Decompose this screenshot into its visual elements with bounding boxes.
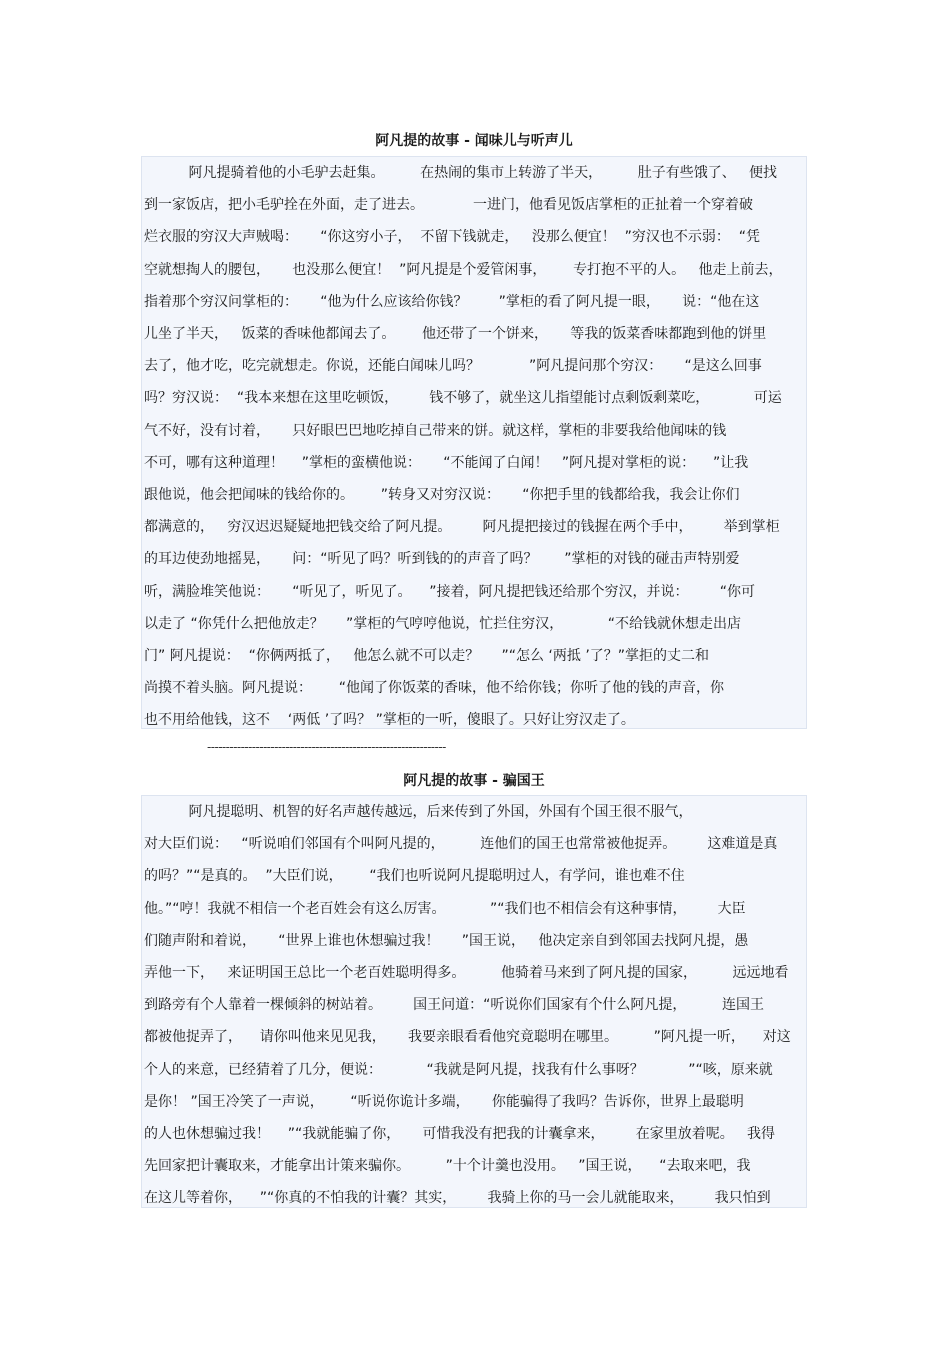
section-divider: ---------------------------------------------------------------- [207,740,446,754]
paragraph-line: 到一家饭店，把小毛驴拴在外面，走了进去。 一进门，他看见饭店掌柜的正扯着一个穿着破 [144,197,753,214]
paragraph-line: 们随声附和着说， “世界上谁也休想骗过我！ ”国王说， 他决定亲自到邻国去找阿凡提，愚 [144,932,749,949]
paragraph-line: 的吗？”“是真的。 ”大臣们说， “我们也听说阿凡提聪明过人，有学问，谁也难不住 [144,868,685,885]
paragraph-line: 尚摸不着头脑。阿凡提说： “他闻了你饭菜的香味，他不给你钱；你听了他的钱的声音，你 [144,680,724,697]
paragraph-line: 烂衣服的穷汉大声贼喝： “你这穷小子， 不留下钱就走， 没那么便宜！ ”穷汉也不示弱： “凭 [144,229,761,246]
paragraph-line: 以走了 “你凭什么把他放走？ ”掌柜的气哼哼他说，忙拦住穷汉， “不给钱就休想走出店 [144,615,741,632]
paragraph-line: 阿凡提聪明、机智的好名声越传越远，后来传到了外国，外国有个国王很不服气， [144,804,693,820]
paragraph-line: 是你！ ”国王冷笑了一声说， “听说你诡计多端， 你能骗得了我吗？告诉你，世界上最聪明 [144,1093,744,1110]
paragraph-line: 弄他一下， 来证明国王总比一个老百姓聪明得多。 他骑着马来到了阿凡提的国家， 远远地看 [144,965,789,981]
story-1-title: 阿凡提的故事 - 闻味儿与听声儿 [375,133,573,149]
paragraph-line: 空就想掏人的腰包， 也没那么便宜！ ”阿凡提是个爱管闲事， 专打抱不平的人。 他走上前去， [144,261,783,278]
paragraph-line: 门” 阿凡提说： “你俩两抵了， 他怎么就不可以走？ ”“怎么 ‘两抵 ’了？”掌拒的丈二和 [144,648,710,664]
paragraph-line: 阿凡提骑着他的小毛驴去赶集。 在热闹的集市上转游了半天， 肚子有些饿了、 便找 [144,165,778,181]
paragraph-line: 吗？穷汉说： “我本来想在这里吃顿饭， 钱不够了，就坐这儿指望能讨点剩饭剩菜吃， 可运 [144,390,782,407]
paragraph-line: 去了，他才吃，吃完就想走。你说，还能白闻味儿吗？ ”阿凡提问那个穷汉： “是这么回事 [144,358,762,375]
paragraph-line: 在这儿等着你， ”“你真的不怕我的计囊？其实， 我骑上你的马一会儿就能取来， 我只怕到 [144,1190,771,1207]
story-2-text-block [141,795,807,1208]
paragraph-line: 个人的来意，已经猜着了几分，便说： “我就是阿凡提，找我有什么事呀？ ”“咳，原来就 [144,1061,773,1078]
paragraph-line: 不可，哪有这种道理！ ”掌柜的蛮横他说： “不能闻了白闻！ ”阿凡提对掌柜的说： ”让我 [144,454,749,471]
paragraph-line: 的人也休想骗过我！ ”“我就能骗了你， 可惜我没有把我的计囊拿来， 在家里放着呢。 我得 [144,1126,776,1142]
paragraph-line: 都被他捉弄了， 请你叫他来见见我， 我要亲眼看看他究竟聪明在哪里。 ”阿凡提一听， 对这 [144,1029,791,1046]
paragraph-line: 气不好，没有讨着， 只好眼巴巴地吃掉自己带来的饼。就这样，掌柜的非要我给他闻味的钱 [144,422,727,439]
paragraph-line: 指着那个穷汉问掌柜的： “他为什么应该给你钱？ ”掌柜的看了阿凡提一眼， 说：“他在这 [144,293,760,310]
paragraph-line: 都满意的， 穷汉迟迟疑疑地把钱交给了阿凡提。 阿凡提把接过的钱握在两个手中， 举到掌柜 [144,519,780,536]
paragraph-line: 听，满脸堆笑他说： “听见了，听见了。 ”接着，阿凡提把钱还给那个穷汉，并说： “你可 [144,583,755,600]
paragraph-line: 儿坐了半天， 饭菜的香味他都闻去了。 他还带了一个饼来， 等我的饭菜香味都跑到他的饼里 [144,326,767,342]
paragraph-line: 的耳边使劲地摇晃， 问：“听见了吗？听到钱的的声音了吗？ ”掌柜的对钱的碰击声特别爱 [144,551,740,568]
paragraph-line: 跟他说，他会把闻味的钱给你的。 ”转身又对穷汉说： “你把手里的钱都给我，我会让你们 [144,487,740,503]
paragraph-line: 对大臣们说： “听说咱们邻国有个叫阿凡提的， 连他们的国王也常常被他捉弄。 这难道是真 [144,836,778,853]
paragraph-line: 到路旁有个人靠着一棵倾斜的树站着。 国王问道：“听说你们国家有个什么阿凡提， 连国王 [144,997,765,1014]
paragraph-line: 也不用给他钱，这不 ‘两低 ’了吗？ ”掌柜的一听，傻眼了。只好让穷汉走了。 [144,712,635,729]
story-1-text-block [141,156,807,729]
paragraph-line: 他。”“哼！我就不相信一个老百姓会有这么厉害。 ”“我们也不相信会有这种事情， 大臣 [144,900,746,917]
story-2-title: 阿凡提的故事 - 骗国王 [403,773,545,789]
paragraph-line: 先回家把计囊取来，才能拿出计策来骗你。 ”十个计羹也没用。 ”国王说， “去取来吧，我 [144,1158,751,1175]
